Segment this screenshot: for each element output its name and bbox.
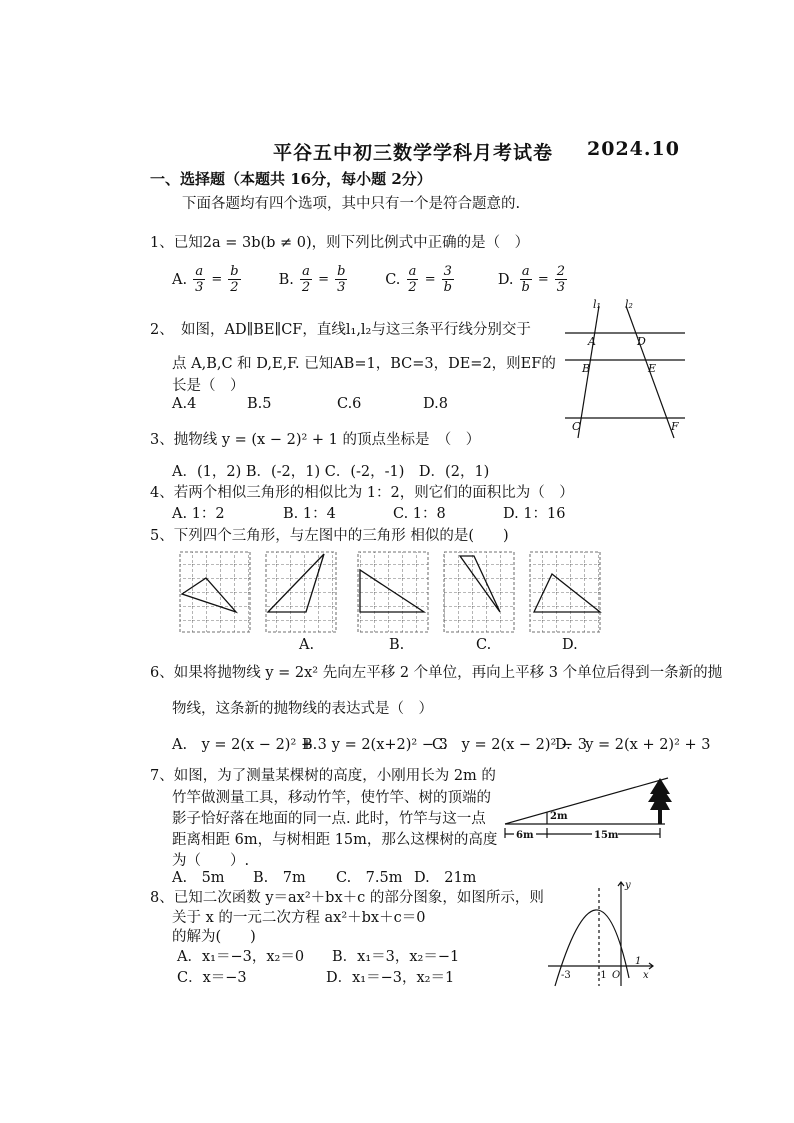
numerator: 2 (556, 264, 566, 279)
q6-option-c: C. y = 2(x − 2)² − 3 (432, 737, 587, 753)
q2-option-a: A.4 (172, 396, 197, 412)
q6-stem-line2: 物线，这条新的抛物线的表达式是（ ） (172, 701, 433, 717)
q1-option-a (172, 264, 274, 295)
fraction (406, 264, 418, 295)
q2-stem-line2: 点 A,B,C 和 D,E,F. 已知AB=1，BC=3，DE=2，则EF的 (172, 356, 556, 372)
q6-option-d: D. y = 2(x + 2)² + 3 (555, 737, 711, 753)
fraction (193, 264, 205, 295)
numerator: a (408, 264, 417, 279)
label-l2: l₂ (625, 298, 633, 311)
dim-label-15m: 15m (594, 830, 619, 841)
q1-option-b (279, 264, 381, 295)
q8-option-b: B．x₁＝3，x₂＝−1 (332, 949, 460, 965)
q2-stem-line1: 2、 如图，AD∥BE∥CF，直线l₁,l₂与这三条平行线分别交于 (150, 322, 531, 338)
section-heading: 一、选择题（本题共 16分，每小题 2分） (150, 170, 432, 188)
q5-label-b: B. (389, 637, 405, 653)
exam-date: 2024.10 (587, 138, 680, 160)
q8-stem-line1: 8、已知二次函数 y＝ax²＋bx＋c 的部分图象，如图所示，则 (150, 890, 544, 906)
label-b: B (582, 362, 591, 375)
fraction (520, 264, 532, 295)
q7-stem-line1: 7、如图，为了测量某棵树的高度，小刚用长为 2m 的 (150, 768, 496, 784)
fraction (555, 264, 567, 295)
q3-options: A．(1，2) B．(-2，1) C．(-2，-1) D．(2，1) (172, 464, 490, 480)
x-label: x (643, 970, 649, 981)
option-label: D. (497, 271, 514, 288)
denominator: b (443, 280, 452, 295)
q8-option-d: D．x₁＝−3，x₂＝1 (326, 970, 455, 986)
q2-option-c: C.6 (337, 396, 362, 412)
q8-option-c: C．x＝−3 (177, 970, 247, 986)
q7-option-b: B. 7m (253, 870, 306, 886)
label-f: F (671, 420, 679, 433)
q7-tree-shadow-figure (500, 772, 690, 842)
q2-option-d: D.8 (423, 396, 448, 412)
label-e: E (648, 362, 657, 375)
q5-label-d: D. (562, 637, 578, 653)
label-l1: l₁ (593, 298, 601, 311)
label-a: A (588, 335, 596, 348)
tree-icon (648, 778, 672, 824)
denominator: 2 (230, 280, 239, 295)
q4-option-b: B. 1：4 (283, 506, 336, 522)
q2-stem-line3: 长是（ ） (172, 378, 245, 394)
q1-option-d (498, 264, 569, 295)
option-label: C. (385, 271, 401, 288)
equals-sign: = (424, 272, 436, 287)
numerator: a (521, 264, 530, 279)
fraction (228, 264, 240, 295)
q7-option-d: D. 21m (414, 870, 477, 886)
denominator: 3 (337, 280, 346, 295)
q7-stem-line4: 距离相距 6m，与树相距 15m，那么这棵树的高度 (172, 832, 498, 848)
numerator: a (195, 264, 204, 279)
grid-option-b (358, 552, 428, 632)
sight-line (505, 778, 668, 824)
q6-option-a: A. y = 2(x − 2)² + 3 (172, 737, 327, 753)
grid-reference (180, 552, 250, 632)
q5-triangle-grids (178, 550, 608, 636)
q7-stem-line3: 影子恰好落在地面的同一点. 此时，竹竿与这一点 (172, 811, 486, 827)
q8-stem-line2: 关于 x 的一元二次方程 ax²＋bx＋c＝0 (172, 910, 426, 926)
tick-minus-3: -3 (561, 970, 571, 981)
equals-sign: = (211, 272, 223, 287)
option-label: B. (278, 271, 294, 288)
tick-minus-1: -1 (597, 970, 607, 981)
q3-stem: 3、抛物线 y = (x − 2)² + 1 的顶点坐标是 （ ） (150, 432, 481, 448)
y-label: y (625, 880, 631, 891)
denominator: 2 (408, 280, 417, 295)
q5-stem: 5、下列四个三角形，与左图中的三角形 相似的是( ) (150, 528, 509, 544)
q1-options (172, 264, 569, 295)
label-c: C (572, 420, 581, 433)
q6-option-b: B. y = 2(x+2)² − 3 (302, 737, 448, 753)
q8-option-a: A．x₁＝−3，x₂＝0 (177, 949, 305, 965)
label-d: D (637, 335, 646, 348)
pole-label: 2m (550, 811, 568, 822)
dim-label-6m: 6m (516, 830, 534, 841)
numerator: 3 (443, 264, 452, 279)
denominator: 3 (556, 280, 566, 295)
q2-parallel-lines-figure (560, 298, 690, 448)
equals-sign: = (537, 272, 549, 287)
denominator: 3 (195, 280, 204, 295)
denominator: b (521, 280, 530, 295)
page-title: 平谷五中初三数学学科月考试卷 (273, 142, 554, 164)
q5-label-c: C. (476, 637, 492, 653)
origin-label: O (612, 970, 621, 981)
q7-option-a: A. 5m (172, 870, 225, 886)
grid-option-d (530, 552, 600, 632)
grid-option-c (444, 552, 514, 632)
q8-stem-line3: 的解为( ) (172, 929, 256, 945)
q4-option-a: A. 1：2 (172, 506, 225, 522)
q7-stem-line2: 竹竿做测量工具，移动竹竿，使竹竿、树的顶端的 (172, 790, 491, 806)
denominator: 2 (301, 280, 311, 295)
q8-parabola-graph (545, 878, 660, 990)
option-label: A. (172, 271, 188, 288)
q6-stem-line1: 6、如果将抛物线 y = 2x² 先向左平移 2 个单位，再向上平移 3 个单位后得到一条新的抛 (150, 665, 723, 681)
q1-stem: 1、已知2a = 3b(b ≠ 0)，则下列比例式中正确的是（ ） (150, 235, 530, 251)
numerator: b (230, 264, 239, 279)
q1-option-c (385, 264, 493, 295)
fraction (335, 264, 347, 295)
fraction (442, 264, 454, 295)
q2-option-b: B.5 (247, 396, 272, 412)
q7-option-c: C. 7.5m (336, 870, 403, 886)
grid-option-a (266, 552, 336, 632)
tick-1: 1 (635, 956, 642, 967)
numerator: a (302, 264, 310, 279)
q4-option-c: C. 1：8 (393, 506, 446, 522)
equals-sign: = (318, 272, 330, 287)
numerator: b (337, 264, 346, 279)
q4-option-d: D. 1：16 (503, 506, 566, 522)
q5-label-a: A. (299, 637, 315, 653)
section-instruction: 下面各题均有四个选项，其中只有一个是符合题意的. (182, 196, 521, 212)
q4-stem: 4、若两个相似三角形的相似比为 1：2，则它们的面积比为（ ） (150, 485, 574, 501)
fraction (300, 264, 312, 295)
q7-stem-line5: 为（ ）. (172, 853, 250, 869)
